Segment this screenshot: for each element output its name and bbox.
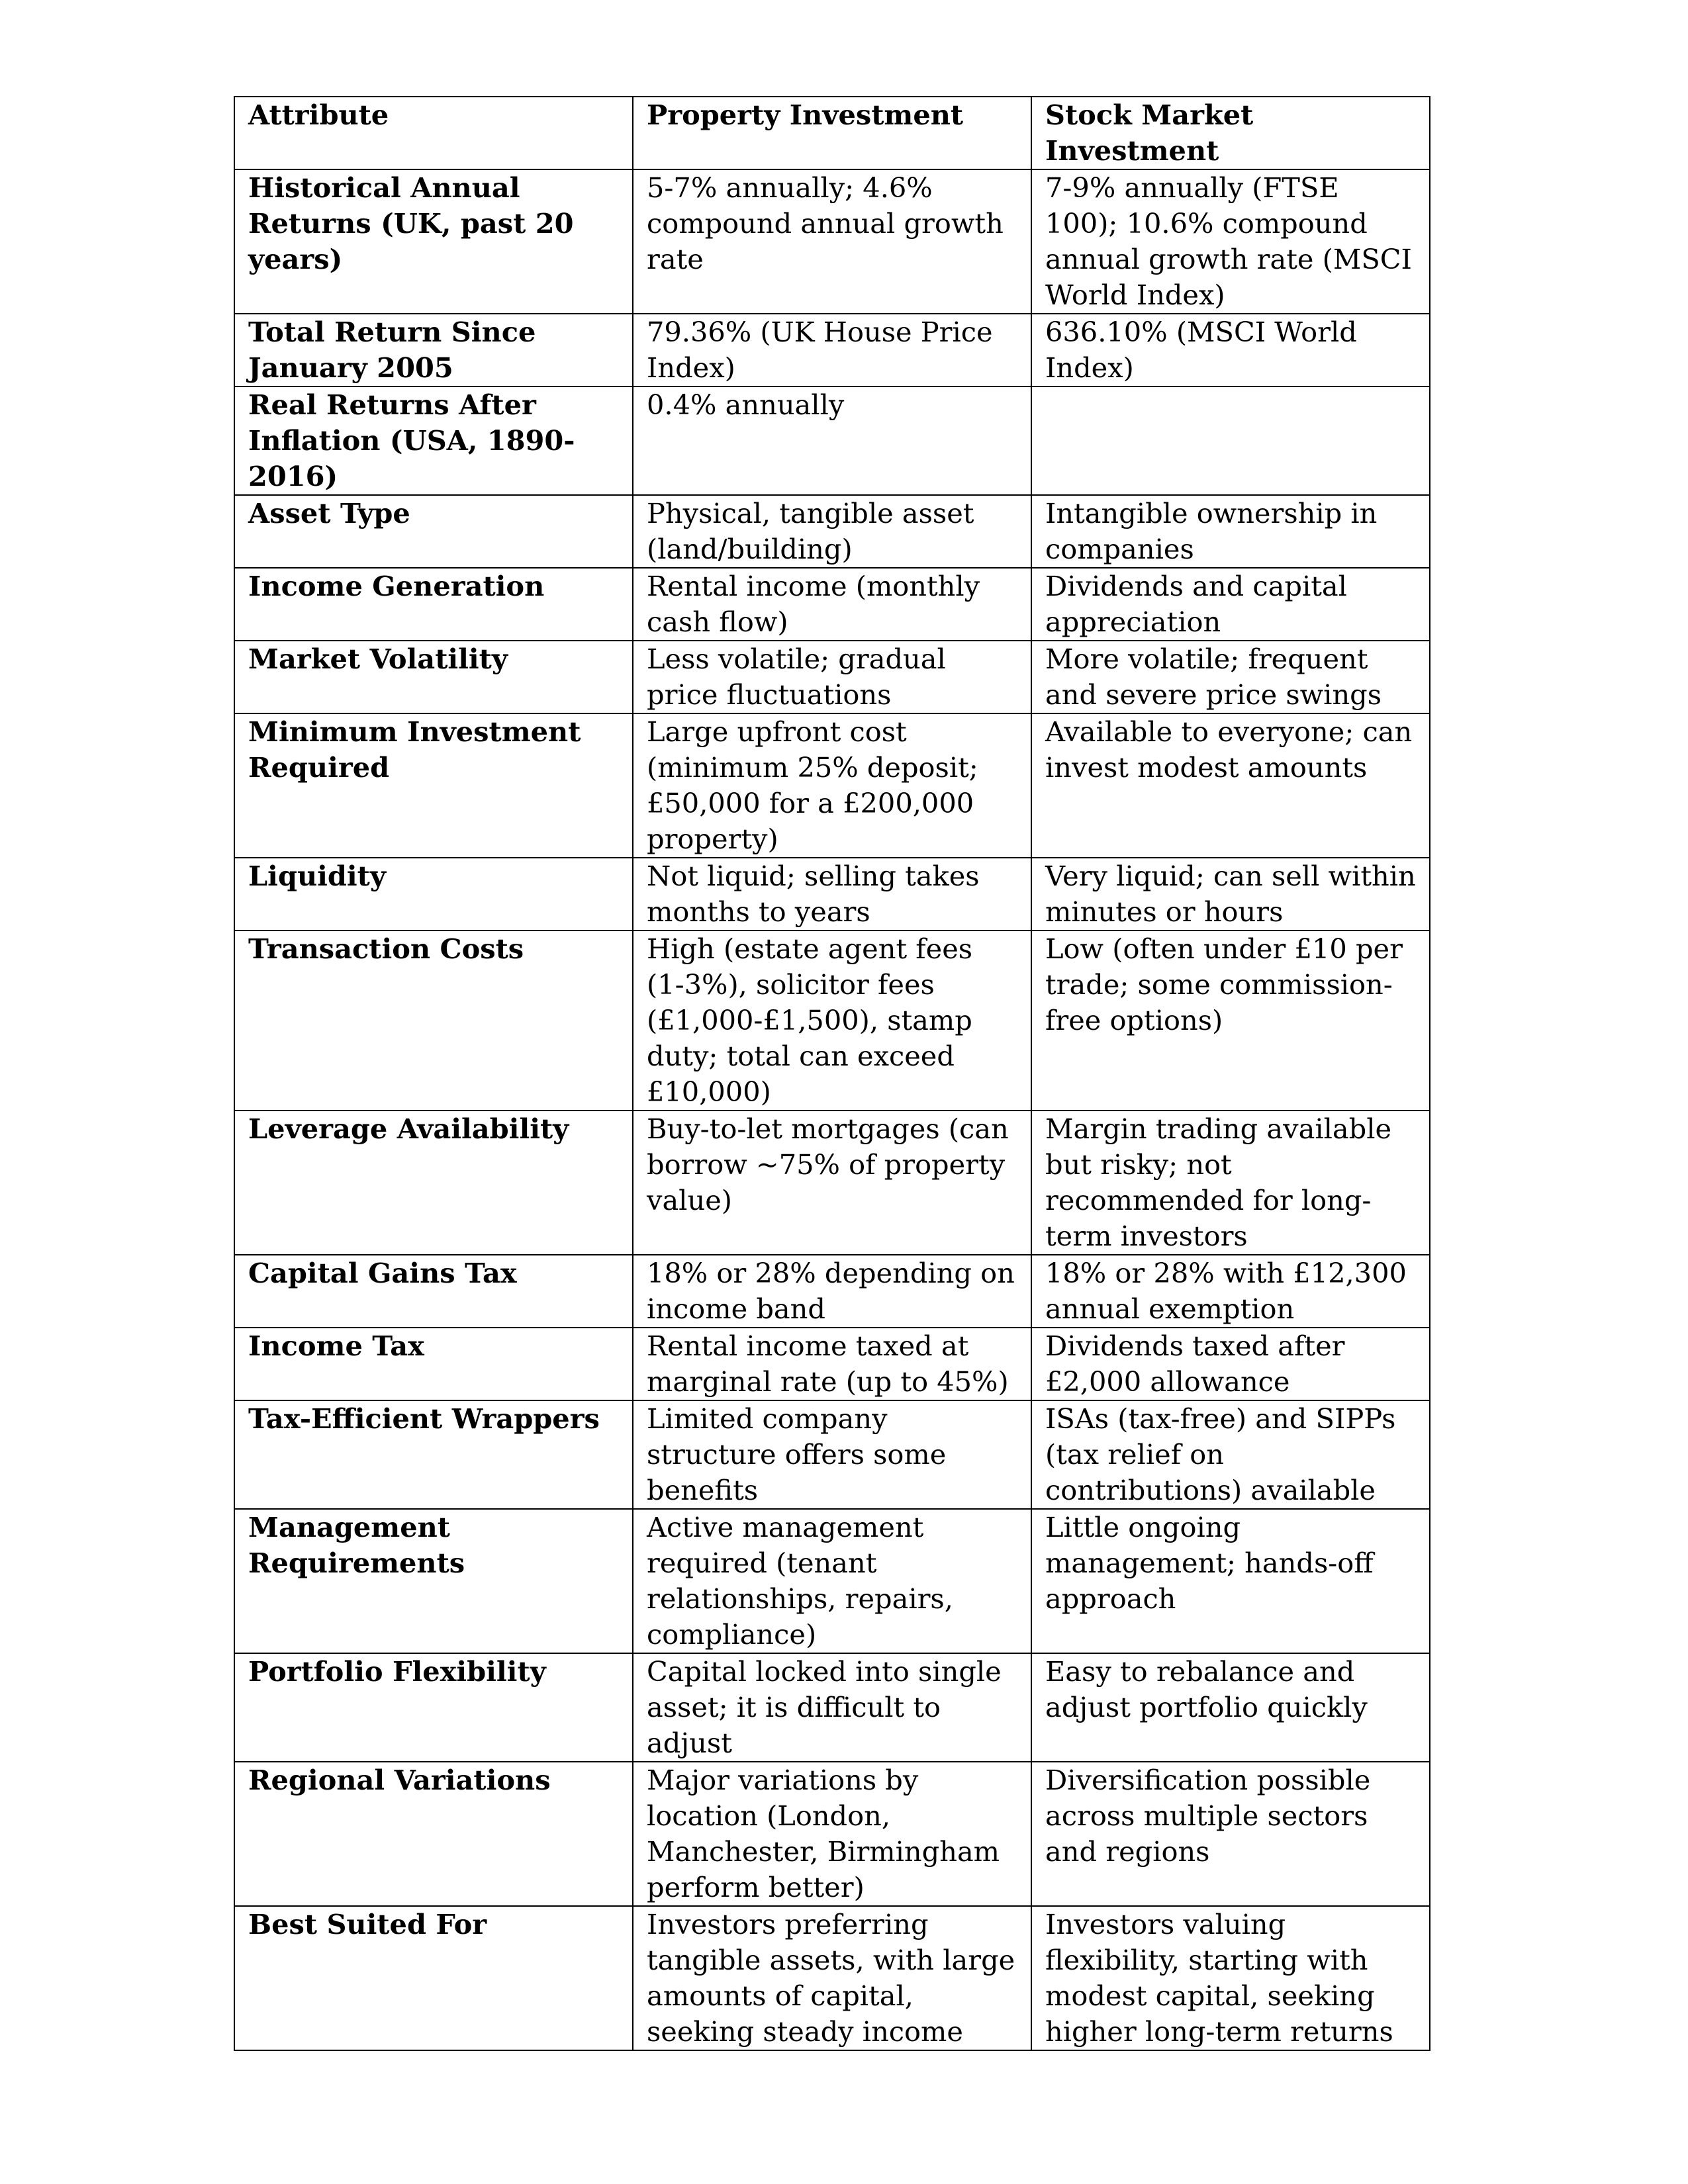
- property-cell: Investors preferring tangible assets, with large amounts of capital, seeking steady income: [633, 1906, 1031, 2050]
- stock-cell: Intangible ownership in companies: [1031, 495, 1430, 568]
- stock-cell: Margin trading available but risky; not recommended for long-term investors: [1031, 1111, 1430, 1255]
- property-cell: Not liquid; selling takes months to years: [633, 858, 1031, 931]
- table-row: [234, 713, 1430, 858]
- stock-cell: Low (often under £10 per trade; some commission-free options): [1031, 931, 1430, 1111]
- table-row: [234, 641, 1430, 713]
- attribute-cell: Regional Variations: [234, 1762, 633, 1906]
- property-cell: Large upfront cost (minimum 25% deposit; £50,000 for a £200,000 property): [633, 713, 1031, 858]
- attribute-cell: Capital Gains Tax: [234, 1255, 633, 1328]
- property-cell: Buy-to-let mortgages (can borrow ~75% of property value): [633, 1111, 1031, 1255]
- attribute-cell: Minimum Investment Required: [234, 713, 633, 858]
- stock-cell: Dividends taxed after £2,000 allowance: [1031, 1328, 1430, 1400]
- stock-cell: Available to everyone; can invest modest amounts: [1031, 713, 1430, 858]
- table-row: [234, 858, 1430, 931]
- attribute-cell: Best Suited For: [234, 1906, 633, 2050]
- stock-cell: 7-9% annually (FTSE 100); 10.6% compound annual growth rate (MSCI World Index): [1031, 169, 1430, 314]
- attribute-cell: Real Returns After Inflation (USA, 1890-2016): [234, 387, 633, 495]
- table-row: [234, 1111, 1430, 1255]
- table-row: [234, 1653, 1430, 1762]
- comparison-table: [234, 96, 1430, 2051]
- property-cell: Rental income (monthly cash flow): [633, 568, 1031, 641]
- property-cell: Physical, tangible asset (land/building): [633, 495, 1031, 568]
- property-cell: Capital locked into single asset; it is difficult to adjust: [633, 1653, 1031, 1762]
- header-stock: Stock Market Investment: [1031, 97, 1430, 169]
- property-cell: High (estate agent fees (1-3%), solicitor fees (£1,000-£1,500), stamp duty; total can exceed £10,000): [633, 931, 1031, 1111]
- table-row: [234, 1906, 1430, 2050]
- header-attribute: Attribute: [234, 97, 633, 169]
- stock-cell: More volatile; frequent and severe price swings: [1031, 641, 1430, 713]
- table-row: [234, 1762, 1430, 1906]
- property-cell: Less volatile; gradual price fluctuations: [633, 641, 1031, 713]
- table-row: [234, 1509, 1430, 1653]
- header-property: Property Investment: [633, 97, 1031, 169]
- attribute-cell: Transaction Costs: [234, 931, 633, 1111]
- property-cell: 79.36% (UK House Price Index): [633, 314, 1031, 387]
- table-row: [234, 931, 1430, 1111]
- attribute-cell: Income Tax: [234, 1328, 633, 1400]
- stock-cell: 18% or 28% with £12,300 annual exemption: [1031, 1255, 1430, 1328]
- table-row: [234, 495, 1430, 568]
- stock-cell: Investors valuing flexibility, starting with modest capital, seeking higher long-term returns: [1031, 1906, 1430, 2050]
- stock-cell: Easy to rebalance and adjust portfolio quickly: [1031, 1653, 1430, 1762]
- table-row: [234, 314, 1430, 387]
- property-cell: 5-7% annually; 4.6% compound annual growth rate: [633, 169, 1031, 314]
- property-cell: 0.4% annually: [633, 387, 1031, 495]
- property-cell: Major variations by location (London, Manchester, Birmingham perform better): [633, 1762, 1031, 1906]
- attribute-cell: Asset Type: [234, 495, 633, 568]
- attribute-cell: Market Volatility: [234, 641, 633, 713]
- attribute-cell: Portfolio Flexibility: [234, 1653, 633, 1762]
- property-cell: Active management required (tenant relationships, repairs, compliance): [633, 1509, 1031, 1653]
- table-row: [234, 1255, 1430, 1328]
- stock-cell: Very liquid; can sell within minutes or hours: [1031, 858, 1430, 931]
- property-cell: Limited company structure offers some benefits: [633, 1400, 1031, 1509]
- stock-cell: [1031, 387, 1430, 495]
- attribute-cell: Historical Annual Returns (UK, past 20 years): [234, 169, 633, 314]
- attribute-cell: Liquidity: [234, 858, 633, 931]
- attribute-cell: Income Generation: [234, 568, 633, 641]
- stock-cell: 636.10% (MSCI World Index): [1031, 314, 1430, 387]
- attribute-cell: Tax-Efficient Wrappers: [234, 1400, 633, 1509]
- table-row: [234, 1328, 1430, 1400]
- stock-cell: Dividends and capital appreciation: [1031, 568, 1430, 641]
- property-cell: Rental income taxed at marginal rate (up to 45%): [633, 1328, 1031, 1400]
- table-row: [234, 568, 1430, 641]
- table-header-row: [234, 97, 1430, 169]
- attribute-cell: Management Requirements: [234, 1509, 633, 1653]
- table-row: [234, 1400, 1430, 1509]
- stock-cell: Little ongoing management; hands-off approach: [1031, 1509, 1430, 1653]
- table-row: [234, 387, 1430, 495]
- table-row: [234, 169, 1430, 314]
- property-cell: 18% or 28% depending on income band: [633, 1255, 1031, 1328]
- stock-cell: Diversification possible across multiple sectors and regions: [1031, 1762, 1430, 1906]
- attribute-cell: Leverage Availability: [234, 1111, 633, 1255]
- attribute-cell: Total Return Since January 2005: [234, 314, 633, 387]
- stock-cell: ISAs (tax-free) and SIPPs (tax relief on contributions) available: [1031, 1400, 1430, 1509]
